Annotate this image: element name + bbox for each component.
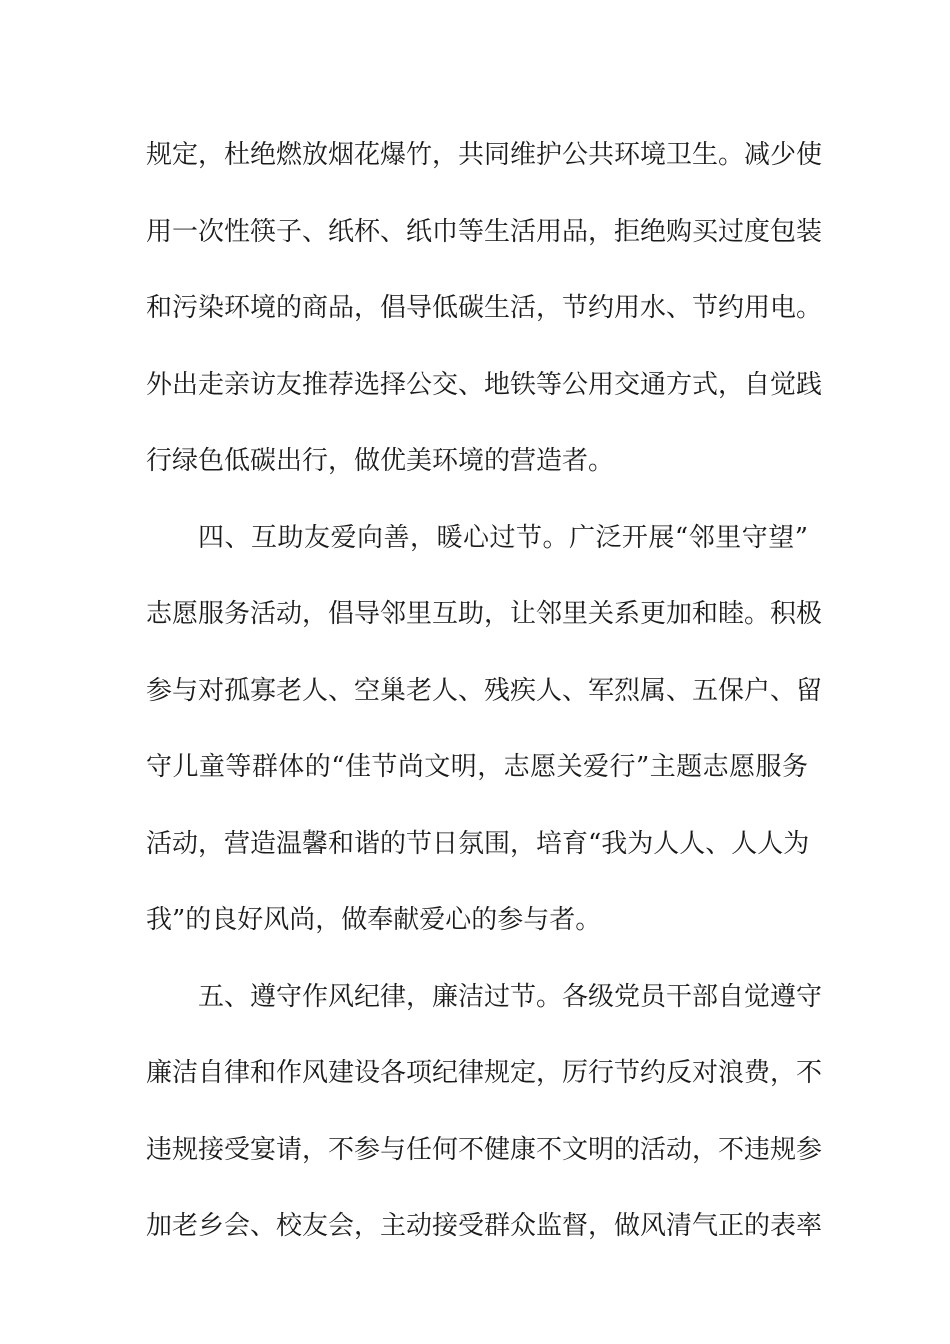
text-line: 加老乡会、校友会，主动接受群众监督，做风清气正的表率 — [146, 1211, 823, 1241]
text-line: 廉洁自律和作风建设各项纪律规定，厉行节约反对浪费，不 — [146, 1058, 823, 1088]
text-line: 志愿服务活动，倡导邻里互助，让邻里关系更加和睦。积极 — [146, 599, 823, 629]
text-line: 用一次性筷子、纸杯、纸巾等生活用品，拒绝购买过度包装 — [146, 216, 823, 247]
paragraph-start-line: 五、遵守作风纪律，廉洁过节。各级党员干部自觉遵守 — [198, 981, 823, 1012]
text-line: 违规接受宴请，不参与任何不健康不文明的活动，不违规参 — [146, 1134, 823, 1165]
text-line: 行绿色低碳出行，做优美环境的营造者。 — [146, 446, 615, 476]
text-line: 规定，杜绝燃放烟花爆竹，共同维护公共环境卫生。减少使 — [146, 140, 823, 170]
text-line: 外出走亲访友推荐选择公交、地铁等公用交通方式，自觉践 — [146, 369, 823, 400]
text-line: 守儿童等群体的“佳节尚文明，志愿关爱行”主题志愿服务 — [146, 752, 808, 782]
document-body — [146, 129, 823, 1277]
text-line: 活动，营造温馨和谐的节日氛围，培育“我为人人、人人为 — [146, 828, 810, 859]
paragraph-start-line: 四、互助友爱向善，暖心过节。广泛开展“邻里守望” — [198, 522, 808, 553]
text-line: 参与对孤寡老人、空巢老人、残疾人、军烈属、五保户、留 — [146, 675, 823, 706]
text-line: 和污染环境的商品，倡导低碳生活，节约用水、节约用电。 — [146, 293, 823, 323]
text-line: 我”的良好风尚，做奉献爱心的参与者。 — [146, 905, 602, 935]
